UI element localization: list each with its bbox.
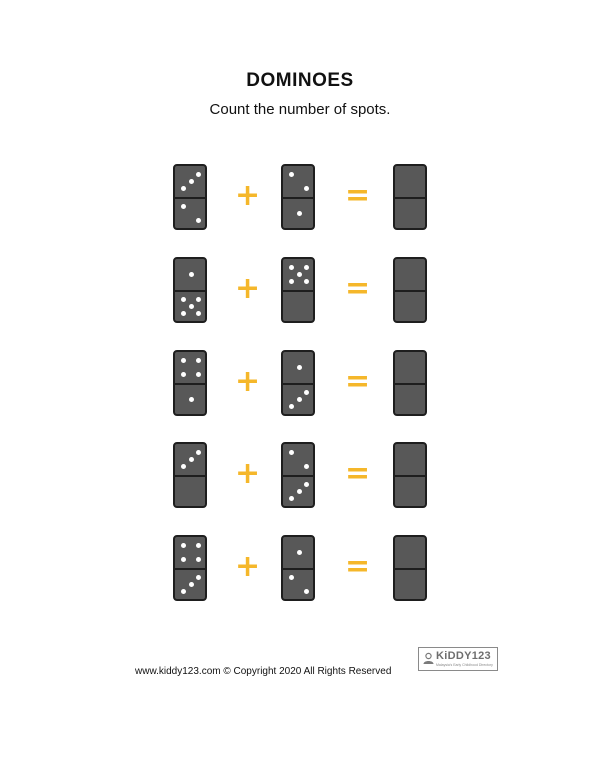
domino-pip xyxy=(304,589,309,594)
copyright-text: www.kiddy123.com © Copyright 2020 All Rights Reserved xyxy=(135,666,392,677)
domino-bottom-half xyxy=(395,198,425,229)
equals-sign: = xyxy=(345,456,371,491)
equals-sign: = xyxy=(345,364,371,399)
domino-row xyxy=(0,350,600,420)
domino-pip xyxy=(196,450,201,455)
logo-text: KiDDY123 xyxy=(436,650,491,662)
answer-domino[interactable] xyxy=(393,164,427,230)
domino-pip xyxy=(196,575,201,580)
domino-pip xyxy=(304,482,309,487)
domino-top-half xyxy=(283,259,313,290)
domino-bottom-half xyxy=(175,476,205,507)
domino-pip xyxy=(304,279,309,284)
domino-row xyxy=(0,257,600,327)
domino-bottom-half xyxy=(175,569,205,600)
domino-top-half xyxy=(175,444,205,475)
domino-pip xyxy=(181,589,186,594)
plus-sign: + xyxy=(235,364,261,399)
domino-top-half xyxy=(395,537,425,568)
answer-domino[interactable] xyxy=(393,442,427,508)
domino-pip xyxy=(297,397,302,402)
equals-sign: = xyxy=(345,178,371,213)
domino-row xyxy=(0,535,600,605)
right-domino xyxy=(281,164,315,230)
domino-pip xyxy=(289,172,294,177)
domino-pip xyxy=(189,397,194,402)
domino-pip xyxy=(297,211,302,216)
page-instruction: Count the number of spots. xyxy=(209,101,391,118)
domino-pip xyxy=(297,365,302,370)
domino-pip xyxy=(181,186,186,191)
domino-top-half xyxy=(175,352,205,383)
domino-pip xyxy=(196,543,201,548)
domino-pip xyxy=(181,557,186,562)
right-domino xyxy=(281,442,315,508)
domino-pip xyxy=(289,575,294,580)
left-domino xyxy=(173,164,207,230)
left-domino xyxy=(173,350,207,416)
domino-pip xyxy=(181,311,186,316)
domino-bottom-half xyxy=(283,198,313,229)
domino-pip xyxy=(297,272,302,277)
domino-pip xyxy=(181,464,186,469)
kiddy123-logo xyxy=(418,647,498,671)
domino-pip xyxy=(289,496,294,501)
plus-sign: + xyxy=(235,178,261,213)
domino-pip xyxy=(289,450,294,455)
right-domino xyxy=(281,535,315,601)
domino-pip xyxy=(289,279,294,284)
domino-bottom-half xyxy=(283,569,313,600)
domino-pip xyxy=(304,390,309,395)
domino-pip xyxy=(181,543,186,548)
domino-pip xyxy=(181,372,186,377)
domino-bottom-half xyxy=(283,291,313,322)
domino-pip xyxy=(196,557,201,562)
page-title: DOMINOES xyxy=(246,70,354,91)
left-domino xyxy=(173,535,207,601)
domino-top-half xyxy=(395,352,425,383)
domino-bottom-half xyxy=(395,291,425,322)
equals-sign: = xyxy=(345,271,371,306)
domino-pip xyxy=(304,186,309,191)
domino-top-half xyxy=(283,537,313,568)
right-domino xyxy=(281,350,315,416)
domino-pip xyxy=(181,358,186,363)
domino-top-half xyxy=(395,166,425,197)
domino-pip xyxy=(196,218,201,223)
domino-pip xyxy=(289,265,294,270)
answer-domino[interactable] xyxy=(393,535,427,601)
logo-mark-icon xyxy=(422,652,435,665)
domino-pip xyxy=(196,311,201,316)
domino-pip xyxy=(181,297,186,302)
domino-bottom-half xyxy=(283,476,313,507)
domino-top-half xyxy=(283,444,313,475)
right-domino xyxy=(281,257,315,323)
domino-bottom-half xyxy=(395,569,425,600)
domino-top-half xyxy=(175,259,205,290)
plus-sign: + xyxy=(235,456,261,491)
domino-bottom-half xyxy=(283,384,313,415)
domino-bottom-half xyxy=(175,384,205,415)
plus-sign: + xyxy=(235,271,261,306)
domino-row xyxy=(0,442,600,512)
domino-pip xyxy=(196,358,201,363)
domino-pip xyxy=(289,404,294,409)
domino-top-half xyxy=(283,166,313,197)
domino-pip xyxy=(297,550,302,555)
domino-pip xyxy=(181,204,186,209)
domino-bottom-half xyxy=(175,291,205,322)
domino-pip xyxy=(304,464,309,469)
domino-pip xyxy=(297,489,302,494)
answer-domino[interactable] xyxy=(393,350,427,416)
domino-pip xyxy=(196,172,201,177)
domino-bottom-half xyxy=(395,476,425,507)
left-domino xyxy=(173,257,207,323)
logo-tagline: Malaysia's Early Childhood Directory xyxy=(436,663,493,667)
domino-bottom-half xyxy=(175,198,205,229)
domino-top-half xyxy=(175,166,205,197)
answer-domino[interactable] xyxy=(393,257,427,323)
domino-pip xyxy=(189,272,194,277)
domino-bottom-half xyxy=(395,384,425,415)
left-domino xyxy=(173,442,207,508)
domino-pip xyxy=(189,457,194,462)
domino-pip xyxy=(196,372,201,377)
domino-top-half xyxy=(395,259,425,290)
plus-sign: + xyxy=(235,549,261,584)
equals-sign: = xyxy=(345,549,371,584)
domino-pip xyxy=(189,304,194,309)
domino-top-half xyxy=(175,537,205,568)
domino-top-half xyxy=(283,352,313,383)
domino-pip xyxy=(196,297,201,302)
domino-row xyxy=(0,164,600,234)
domino-top-half xyxy=(395,444,425,475)
domino-pip xyxy=(189,582,194,587)
domino-pip xyxy=(189,179,194,184)
domino-pip xyxy=(304,265,309,270)
